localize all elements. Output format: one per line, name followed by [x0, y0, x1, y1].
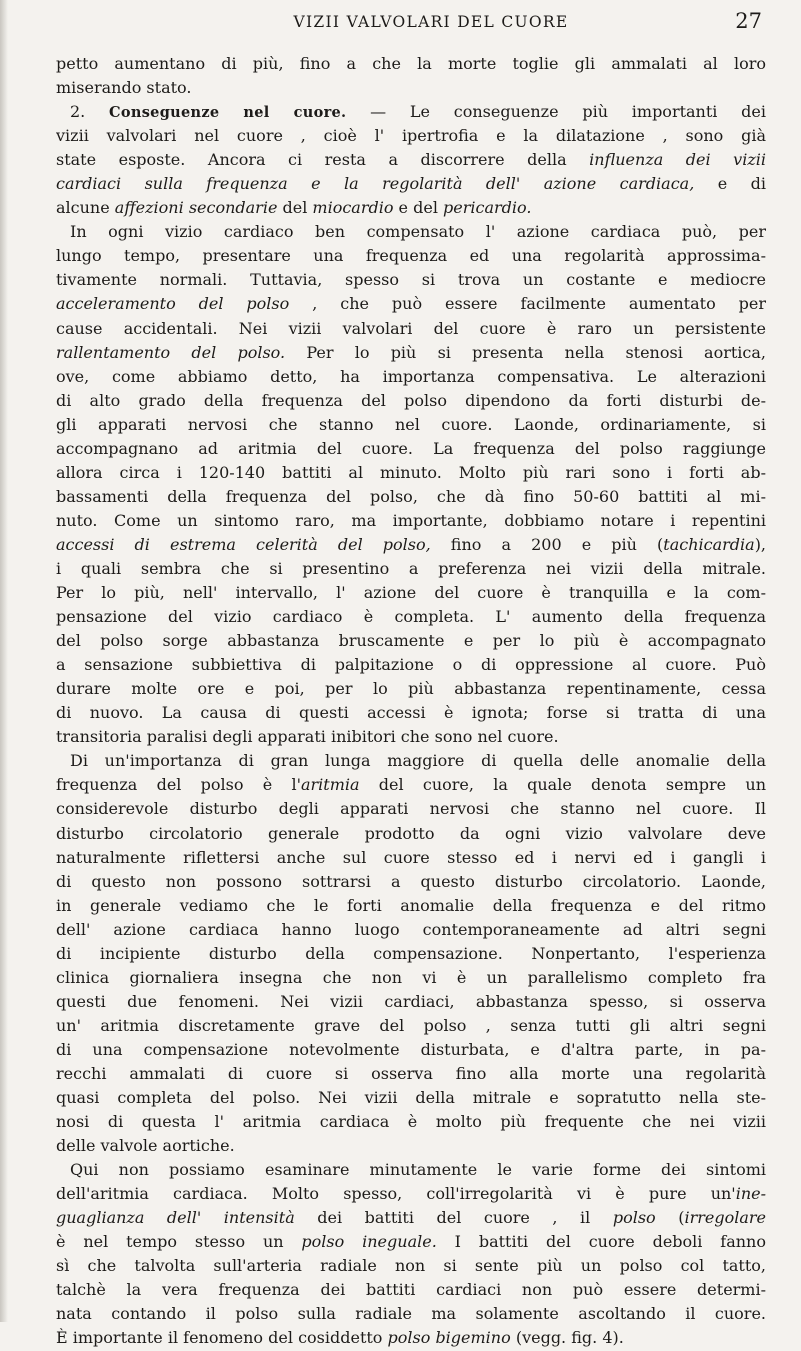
text-run: di alto grado della frequenza del polso dipendono da forti disturbi de- [56, 390, 766, 410]
text-run: cause accidentali. Nei vizii valvolari del cuore è raro un persistente [56, 318, 766, 338]
text-run: bassamenti della frequenza del polso, che dà fino 50-60 battiti al mi- [56, 486, 766, 506]
text-line [56, 1062, 766, 1086]
text-line [56, 52, 766, 76]
text-run: fino a 200 e più ( [430, 534, 664, 554]
text-run: talchè la vera frequenza dei battiti cardiaci non può essere determi- [56, 1280, 766, 1300]
text-line [56, 773, 766, 797]
text-line [56, 1206, 766, 1230]
italic-term: polso bigemino [387, 1328, 511, 1348]
text-line [56, 629, 766, 653]
text-line [56, 1086, 766, 1110]
text-run: un' aritmia discretamente grave del polso , senza tutti gli altri segni [56, 1015, 766, 1035]
text-run: petto aumentano di più, fino a che la morte toglie gli ammalati al loro [56, 54, 766, 73]
text-line [56, 244, 766, 268]
section-heading: Conseguenze nel cuore. [109, 104, 347, 122]
text-run: I battiti del cuore deboli fanno [436, 1232, 766, 1252]
text-line [56, 1230, 766, 1254]
text-run: durare molte ore e poi, per lo più abbastanza repentinamente, cessa [56, 679, 766, 699]
text-line [56, 485, 766, 509]
text-line [56, 797, 766, 821]
text-run: ), [754, 534, 766, 554]
text-run: di questo non possono sottrarsi a questo disturbo circolatorio. Laonde, [56, 871, 766, 891]
text-line [56, 196, 766, 220]
text-run: a sensazione subbiettiva di palpitazione o di oppressione al cuore. Può [56, 655, 766, 675]
text-run: In ogni vizio cardiaco ben compensato l' azione cardiaca può, per [70, 222, 766, 242]
text-run: ( [655, 1208, 685, 1228]
text-line [56, 581, 766, 605]
text-line [56, 942, 766, 966]
text-run: disturbo circolatorio generale prodotto da ogni vizio valvolare deve [56, 823, 766, 843]
text-run: sì che talvolta sull'arteria radiale non si sente più un polso col tatto, [56, 1256, 766, 1276]
text-line [56, 220, 766, 244]
text-line [56, 846, 766, 870]
text-run: — Le conseguenze più importanti dei [346, 102, 766, 122]
text-line [56, 894, 766, 918]
body-text [56, 52, 766, 1351]
text-run: del [277, 198, 313, 218]
text-run: questi due fenomeni. Nei vizii cardiaci, abbastanza spesso, si osserva [56, 991, 766, 1011]
text-line [56, 557, 766, 581]
text-run: vizii valvolari nel cuore , cioè l' ipertrofia e la dilatazione , sono già [56, 126, 766, 146]
text-line [56, 1038, 766, 1062]
text-line [56, 918, 766, 942]
text-line [56, 148, 766, 172]
text-line [56, 1134, 766, 1158]
text-run: nuto. Come un sintomo raro, ma importante, dobbiamo notare i repentini [56, 510, 766, 530]
text-line [56, 100, 766, 124]
text-run: clinica giornaliera insegna che non vi è un parallelismo completo fra [56, 967, 766, 987]
italic-term: affezioni secondarie [114, 198, 278, 218]
text-line [56, 870, 766, 894]
text-run: allora circa i 120-140 battiti al minuto. Molto più rari sono i forti ab- [56, 462, 766, 482]
text-run: dell'aritmia cardiaca. Molto spesso, coll'irregolarità vi è pure un' [56, 1184, 736, 1204]
spine-shadow [0, 0, 8, 1322]
text-line [56, 677, 766, 701]
text-line [56, 389, 766, 413]
text-run: alcune [56, 198, 115, 218]
italic-term: accessi di estrema celerità del polso, [56, 534, 431, 554]
text-run: 2. [70, 102, 110, 122]
text-run: delle valvole aortiche. [56, 1136, 235, 1156]
text-run: miserando stato. [56, 78, 192, 98]
text-line [56, 413, 766, 437]
text-line [56, 966, 766, 990]
text-run: Per lo più, nell' intervallo, l' azione del cuore è tranquilla e la com- [56, 583, 766, 603]
text-line [56, 653, 766, 677]
text-run: è nel tempo stesso un [56, 1232, 302, 1252]
text-run: i quali sembra che si presentino a preferenza nei vizii della mitrale. [56, 558, 766, 578]
text-line [56, 1254, 766, 1278]
text-run: (vegg. fig. 4). [510, 1328, 624, 1348]
text-run: in generale vediamo che le forti anomalie della frequenza e del ritmo [56, 895, 766, 915]
text-run: nata contando il polso sulla radiale ma solamente ascoltando il cuore. [56, 1304, 766, 1324]
text-line [56, 749, 766, 773]
text-line [56, 1182, 766, 1206]
text-line [56, 990, 766, 1014]
text-run: e di [694, 174, 766, 194]
text-line [56, 172, 766, 196]
text-line [56, 725, 766, 749]
text-run: quasi completa del polso. Nei vizii della mitrale e sopratutto nella ste- [56, 1088, 766, 1108]
text-run: Di un'importanza di gran lunga maggiore di quella delle anomalie della [70, 751, 766, 771]
text-run: state esposte. Ancora ci resta a discorrere della [56, 150, 590, 170]
text-run: del cuore, la quale denota sempre un [359, 775, 766, 795]
text-run: di nuovo. La causa di questi accessi è ignota; forse si tratta di una [56, 703, 766, 723]
text-run: e del [393, 198, 444, 218]
text-line [56, 317, 766, 341]
text-run: del polso sorge abbastanza bruscamente e per lo più è accompagnato [56, 631, 766, 651]
italic-term: influenza dei vizii [589, 150, 766, 170]
text-run: lungo tempo, presentare una frequenza ed una regolarità approssima- [56, 246, 766, 266]
text-line [56, 1326, 766, 1350]
text-line [56, 76, 766, 100]
text-line [56, 533, 766, 557]
italic-term: acceleramento del polso [56, 294, 290, 314]
italic-term: guaglianza dell' intensità [56, 1208, 295, 1228]
italic-term: polso ineguale. [301, 1232, 437, 1252]
italic-term: tachicardia [663, 534, 755, 554]
text-run: di incipiente disturbo della compensazione. Nonpertanto, l'esperienza [56, 943, 766, 963]
text-run: di una compensazione notevolmente disturbata, e d'altra parte, in pa- [56, 1039, 766, 1059]
text-line [56, 1014, 766, 1038]
text-run: considerevole disturbo degli apparati nervosi che stanno nel cuore. Il [56, 799, 766, 819]
italic-term: cardiaci sulla frequenza e la regolarità dell' azione cardiaca, [56, 174, 695, 194]
text-line [56, 341, 766, 365]
running-head: VIZII VALVOLARI DEL CUORE [293, 13, 569, 31]
text-run: accompagnano ad aritmia del cuore. La frequenza del polso raggiunge [56, 438, 766, 458]
text-line [56, 1302, 766, 1326]
text-line [56, 822, 766, 846]
italic-term: rallentamento del polso. [56, 342, 286, 362]
italic-term: aritmia [300, 775, 360, 795]
text-run: pensazione del vizio cardiaco è completa. L' aumento della frequenza [56, 607, 766, 627]
text-line [56, 509, 766, 533]
text-line [56, 268, 766, 292]
text-run: Qui non possiamo esaminare minutamente le varie forme dei sintomi [70, 1160, 766, 1180]
text-run: transitoria paralisi degli apparati inibitori che sono nel cuore. [56, 727, 559, 747]
italic-term: ine- [735, 1184, 766, 1204]
italic-term: miocardio [312, 198, 394, 218]
text-line [56, 1110, 766, 1134]
text-line [56, 124, 766, 148]
text-run: , che può essere facilmente aumentato per [289, 294, 766, 314]
text-line [56, 605, 766, 629]
text-run: nosi di questa l' aritmia cardiaca è molto più frequente che nei vizii [56, 1112, 766, 1132]
italic-term: polso [612, 1208, 656, 1228]
text-run: frequenza del polso è l' [56, 775, 301, 795]
text-line [56, 292, 766, 316]
text-run: dei battiti del cuore , il [294, 1208, 613, 1228]
text-line [56, 437, 766, 461]
italic-term: irregolare [684, 1208, 766, 1228]
page-number: 27 [735, 9, 762, 33]
text-run: ove, come abbiamo detto, ha importanza compensativa. Le alterazioni [56, 366, 766, 386]
text-line [56, 701, 766, 725]
text-line [56, 1158, 766, 1182]
text-run: Per lo più si presenta nella stenosi aortica, [285, 342, 766, 362]
italic-term: pericardio. [443, 198, 532, 218]
text-run: dell' azione cardiaca hanno luogo contemporaneamente ad altri segni [56, 919, 766, 939]
text-line [56, 365, 766, 389]
text-run: naturalmente riflettersi anche sul cuore stesso ed i nervi ed i gangli i [56, 847, 766, 867]
text-run: È importante il fenomeno del cosiddetto [56, 1328, 388, 1348]
text-run: recchi ammalati di cuore si osserva fino alla morte una regolarità [56, 1063, 766, 1083]
text-run: tivamente normali. Tuttavia, spesso si trova un costante e mediocre [56, 270, 766, 290]
page-header [100, 9, 762, 43]
text-line [56, 461, 766, 485]
text-line [56, 1278, 766, 1302]
text-run: gli apparati nervosi che stanno nel cuore. Laonde, ordinariamente, si [56, 414, 766, 434]
